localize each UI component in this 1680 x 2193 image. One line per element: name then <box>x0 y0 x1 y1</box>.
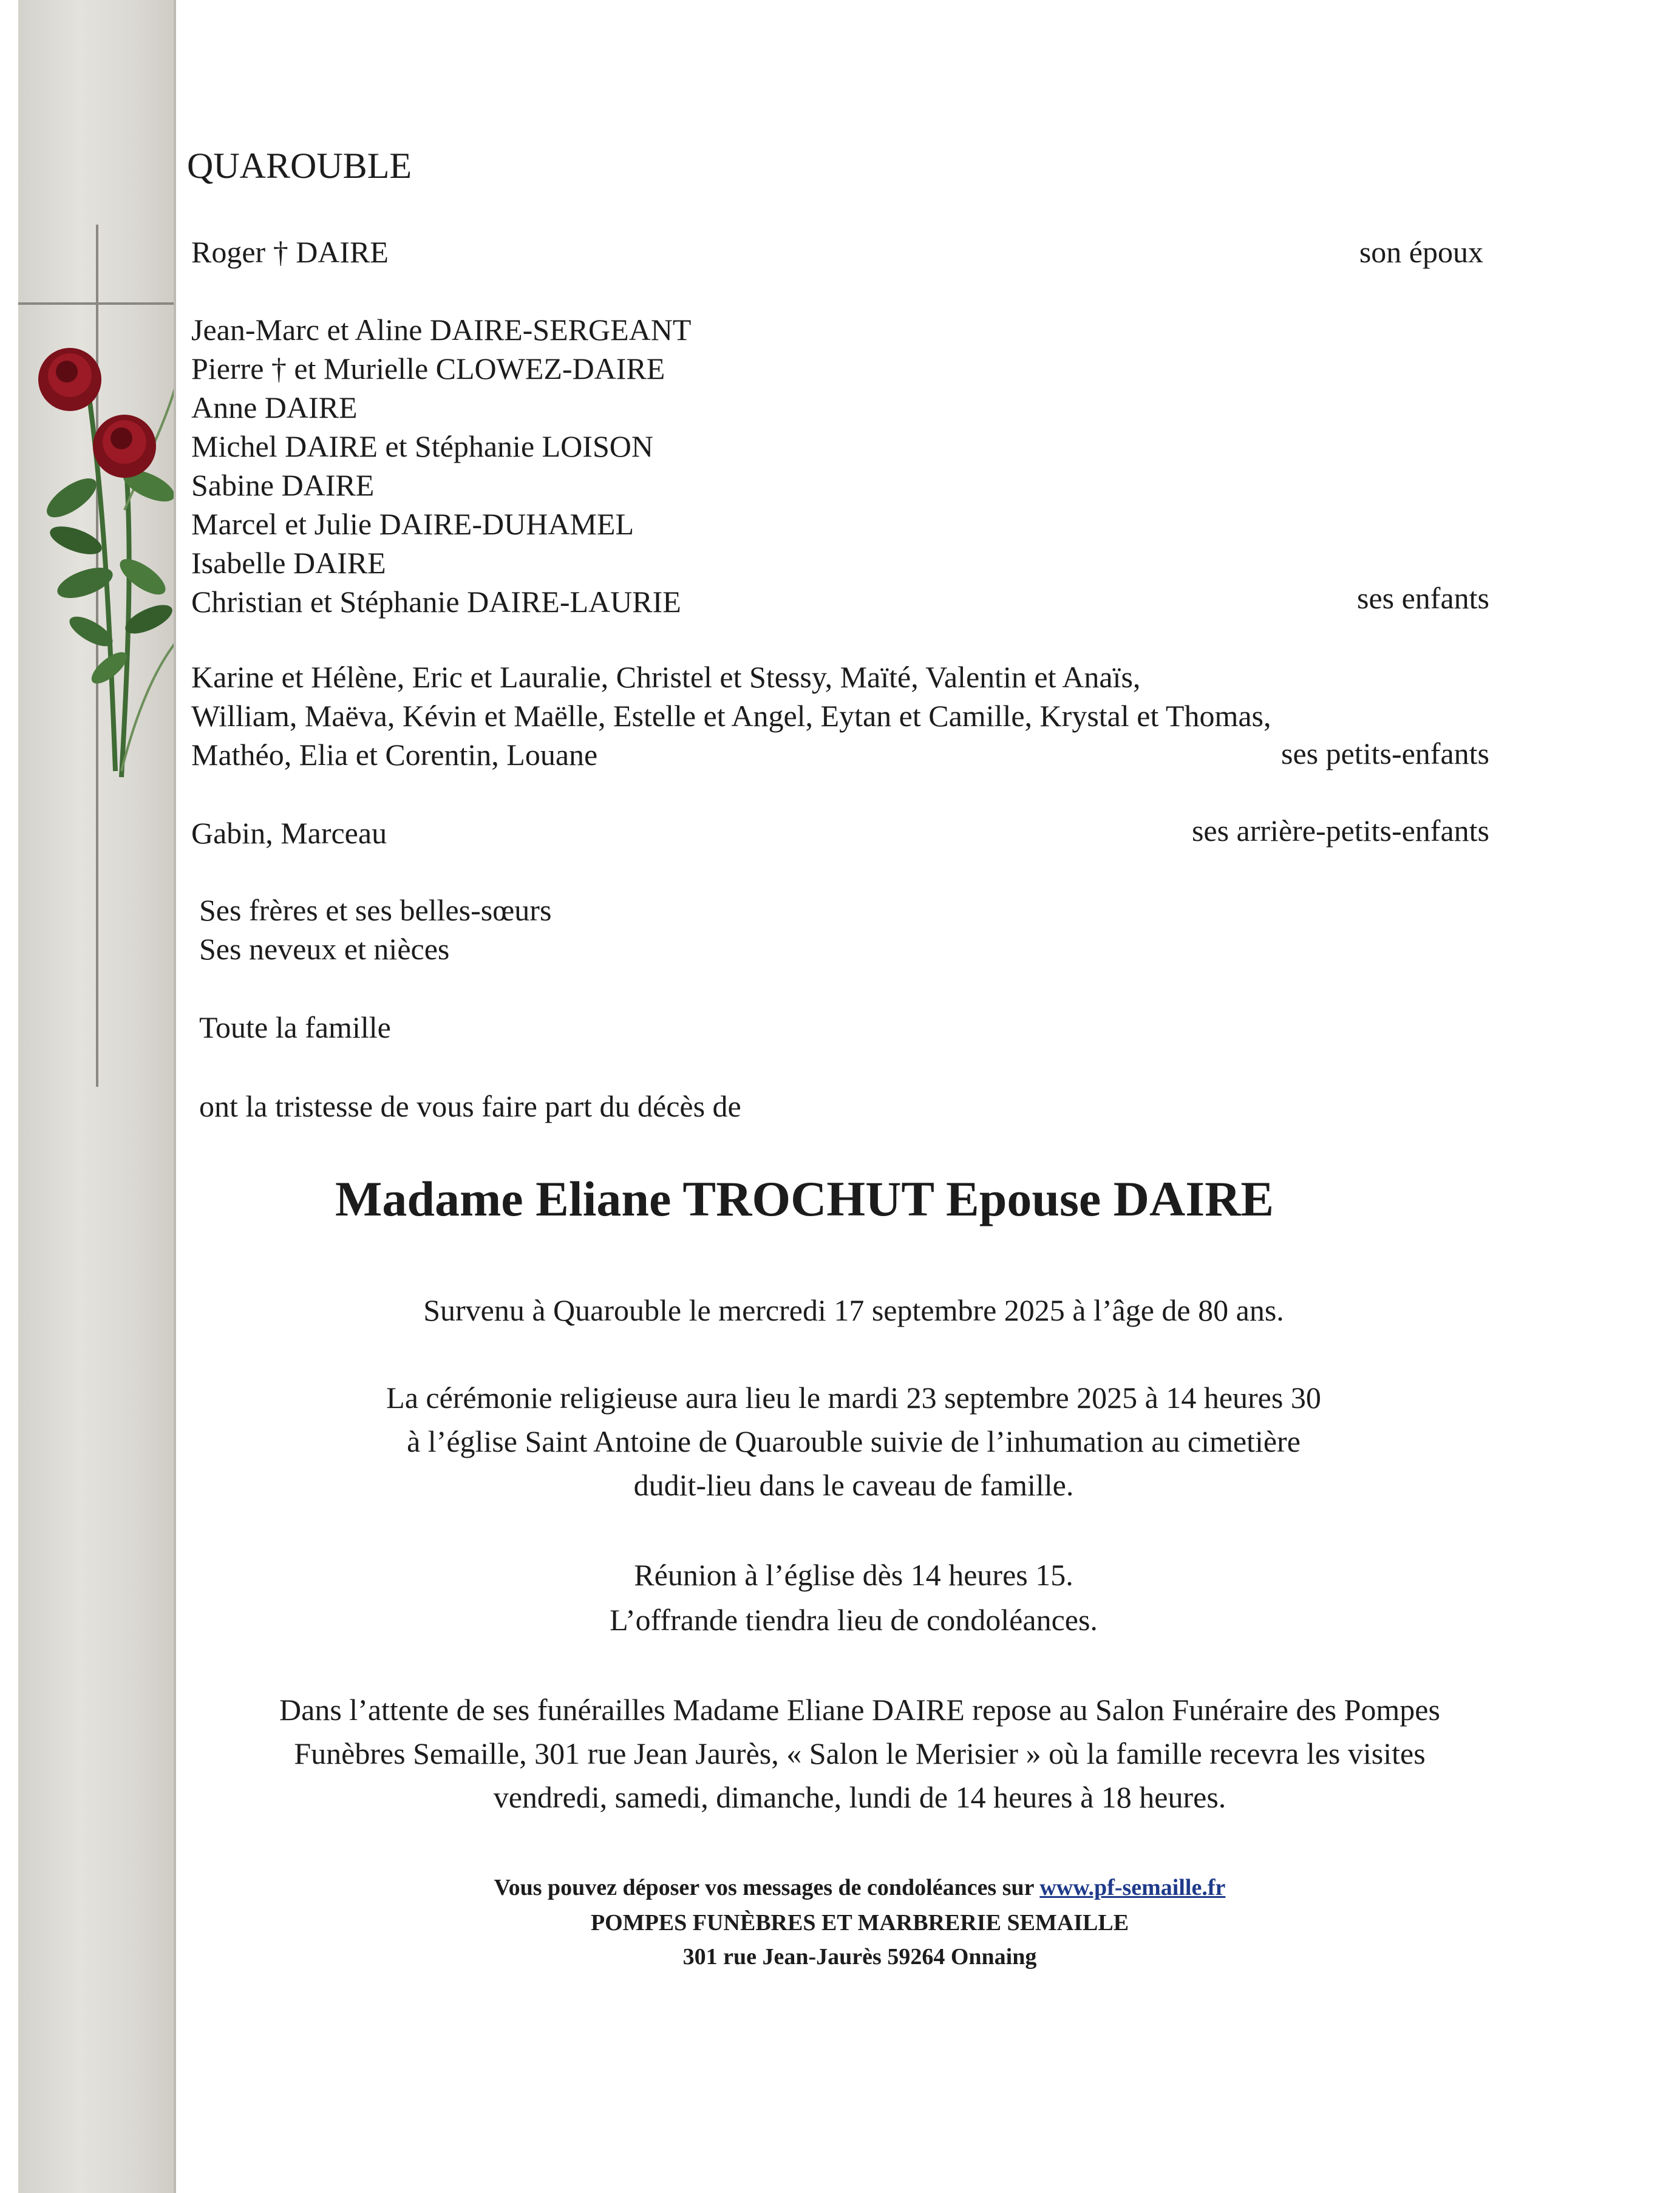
strip-edge <box>174 0 176 2193</box>
announcement-text: ont la tristesse de vous faire part du décès de <box>199 1089 741 1123</box>
ceremony-line: La cérémonie religieuse aura lieu le mardi 23 septembre 2025 à 14 heures 30 <box>386 1381 1321 1415</box>
grandchildren-line: William, Maëva, Kévin et Maëlle, Estelle et Angel, Eytan et Camille, Krystal et Thomas, <box>191 699 1271 733</box>
child-name: Pierre † et Murielle CLOWEZ-DAIRE <box>191 352 665 386</box>
death-info: Survenu à Quarouble le mercredi 17 septembre 2025 à l’âge de 80 ans. <box>423 1293 1284 1327</box>
cross-and-roses-illustration <box>18 0 175 2193</box>
child-name: Christian et Stéphanie DAIRE-LAURIE <box>191 585 681 619</box>
town-heading: QUAROUBLE <box>187 146 412 186</box>
company-name: POMPES FUNÈBRES ET MARBRERIE SEMAILLE <box>590 1910 1129 1936</box>
website-link[interactable]: www.pf-semaille.fr <box>1039 1875 1226 1900</box>
spouse-relation: son époux <box>1359 235 1483 269</box>
great-grandchildren-relation: ses arrière-petits-enfants <box>1191 814 1489 848</box>
meeting-line: L’offrande tiendra lieu de condoléances. <box>610 1603 1098 1637</box>
child-name: Sabine DAIRE <box>191 468 375 502</box>
ceremony-line: à l’église Saint Antoine de Quarouble suivie de l’inhumation au cimetière <box>407 1424 1301 1458</box>
grandchildren-line: Karine et Hélène, Eric et Lauralie, Christel et Stessy, Maïté, Valentin et Anaïs, <box>191 660 1141 694</box>
spouse-name: Roger † DAIRE <box>191 235 389 269</box>
deceased-name: Madame Eliane TROCHUT Epouse DAIRE <box>335 1171 1274 1226</box>
child-name: Jean-Marc et Aline DAIRE-SERGEANT <box>191 313 692 347</box>
child-name: Anne DAIRE <box>191 390 358 424</box>
child-name: Michel DAIRE et Stéphanie LOISON <box>191 429 653 463</box>
child-name: Isabelle DAIRE <box>191 546 386 580</box>
grandchildren-relation: ses petits-enfants <box>1281 736 1489 770</box>
visits-line: vendredi, samedi, dimanche, lundi de 14 heures à 18 heures. <box>493 1780 1226 1814</box>
all-family: Toute la famille <box>199 1010 391 1044</box>
other-family-line: Ses frères et ses belles-sœurs <box>199 893 552 927</box>
visits-line: Funèbres Semaille, 301 rue Jean Jaurès, « Salon le Merisier » où la famille recevra les visites <box>294 1736 1426 1770</box>
other-family-line: Ses neveux et nièces <box>199 932 450 966</box>
great-grandchildren-names: Gabin, Marceau <box>191 816 387 850</box>
ceremony-line: dudit-lieu dans le caveau de famille. <box>633 1468 1074 1502</box>
visits-line: Dans l’attente de ses funérailles Madame Eliane DAIRE repose au Salon Funéraire des Pompes <box>279 1693 1440 1727</box>
grandchildren-line: Mathéo, Elia et Corentin, Louane <box>191 738 598 772</box>
children-relation: ses enfants <box>1357 581 1489 615</box>
child-name: Marcel et Julie DAIRE-DUHAMEL <box>191 507 634 541</box>
condolences-message <box>182 1871 1537 1904</box>
condolences-prefix: Vous pouvez déposer vos messages de condoléances sur <box>494 1875 1034 1900</box>
meeting-line: Réunion à l’église dès 14 heures 15. <box>634 1558 1073 1592</box>
company-address: 301 rue Jean-Jaurès 59264 Onnaing <box>682 1944 1037 1970</box>
decorative-strip <box>18 0 175 2193</box>
